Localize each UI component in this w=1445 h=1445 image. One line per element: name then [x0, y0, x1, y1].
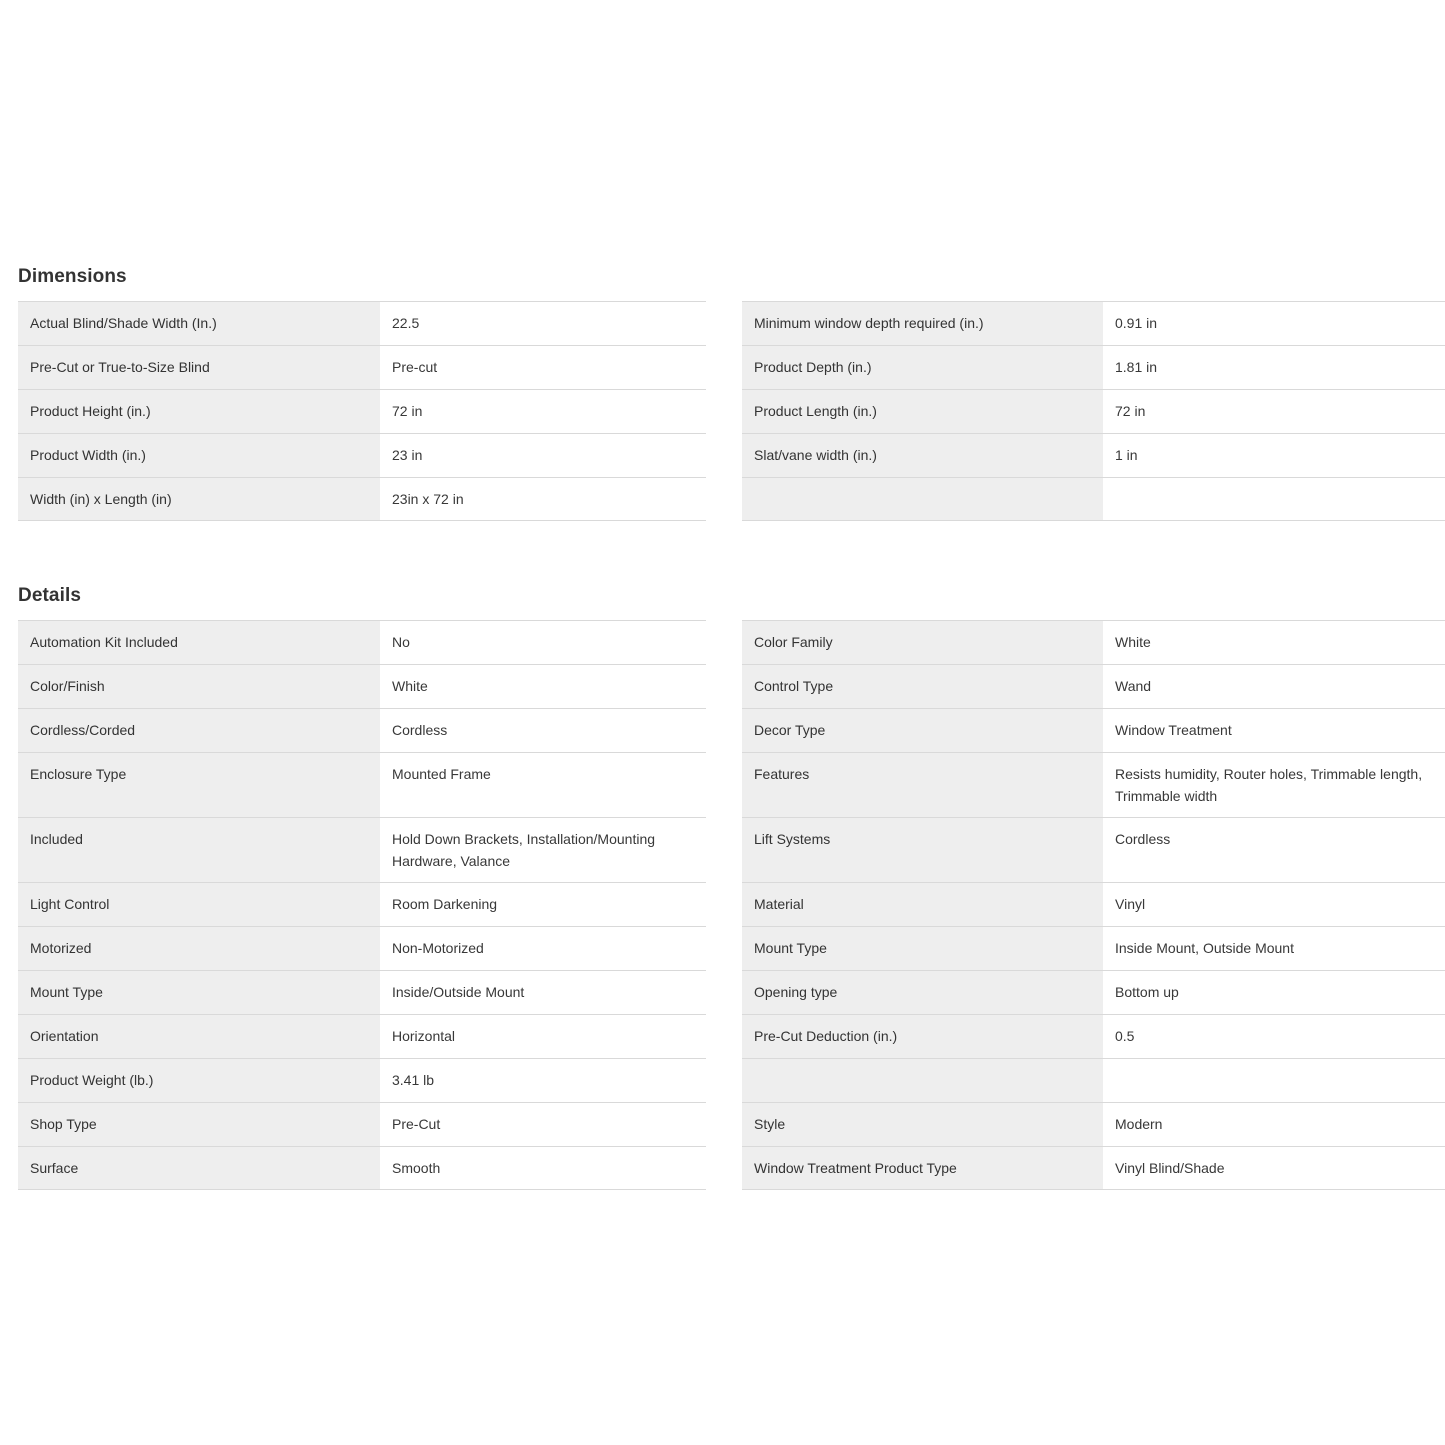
- spec-label-cell: Surface: [18, 1146, 380, 1190]
- spec-value-cell: 22.5: [380, 301, 706, 345]
- spec-label-cell: Cordless/Corded: [18, 708, 380, 752]
- spec-value-cell: 1 in: [1103, 433, 1445, 477]
- spec-label-cell: Product Depth (in.): [742, 345, 1103, 389]
- spec-label-cell: Color Family: [742, 620, 1103, 664]
- spec-label-cell: Opening type: [742, 970, 1103, 1014]
- spec-label-cell: Enclosure Type: [18, 752, 380, 817]
- column-gap: [706, 926, 742, 970]
- column-gap: [706, 664, 742, 708]
- spec-section-dimensions: [18, 266, 1445, 521]
- spec-row: [18, 926, 1445, 970]
- spec-row: [18, 433, 1445, 477]
- spec-table: [18, 620, 1445, 1190]
- spec-row: [18, 1102, 1445, 1146]
- column-gap: [706, 477, 742, 521]
- spec-label-cell: Actual Blind/Shade Width (In.): [18, 301, 380, 345]
- spec-value-cell: 0.5: [1103, 1014, 1445, 1058]
- spec-label-cell: [742, 1058, 1103, 1102]
- spec-label-cell: Mount Type: [18, 970, 380, 1014]
- spec-value-cell: Modern: [1103, 1102, 1445, 1146]
- column-gap: [706, 752, 742, 817]
- spec-label-cell: Product Length (in.): [742, 389, 1103, 433]
- spec-section-details: [18, 585, 1445, 1190]
- spec-label-cell: Included: [18, 817, 380, 882]
- spec-value-cell: 23 in: [380, 433, 706, 477]
- section-title: Details: [18, 585, 82, 606]
- spec-label-cell: Color/Finish: [18, 664, 380, 708]
- spec-value-cell: Vinyl: [1103, 882, 1445, 926]
- spec-label-cell: Control Type: [742, 664, 1103, 708]
- spec-label-cell: Material: [742, 882, 1103, 926]
- spec-value-cell: [1103, 1058, 1445, 1102]
- spec-row: [18, 970, 1445, 1014]
- spec-label-cell: Width (in) x Length (in): [18, 477, 380, 521]
- section-title: Dimensions: [18, 266, 127, 287]
- spec-row: [18, 817, 1445, 882]
- column-gap: [706, 345, 742, 389]
- spec-row: [18, 708, 1445, 752]
- spec-label-cell: Slat/vane width (in.): [742, 433, 1103, 477]
- spec-label-cell: Motorized: [18, 926, 380, 970]
- column-gap: [706, 1102, 742, 1146]
- column-gap: [706, 620, 742, 664]
- column-gap: [706, 817, 742, 882]
- spec-row: [18, 477, 1445, 521]
- spec-label-cell: Product Width (in.): [18, 433, 380, 477]
- spec-label-cell: Shop Type: [18, 1102, 380, 1146]
- spec-label-cell: Mount Type: [742, 926, 1103, 970]
- spec-label-cell: Product Weight (lb.): [18, 1058, 380, 1102]
- spec-row: [18, 1146, 1445, 1190]
- spec-value-cell: 72 in: [380, 389, 706, 433]
- spec-label-cell: [742, 477, 1103, 521]
- spec-row: [18, 301, 1445, 345]
- spec-value-cell: Cordless: [1103, 817, 1445, 882]
- spec-table: [18, 301, 1445, 521]
- spec-value-cell: Horizontal: [380, 1014, 706, 1058]
- spec-row: [18, 752, 1445, 817]
- spec-label-cell: Product Height (in.): [18, 389, 380, 433]
- spec-value-cell: [1103, 477, 1445, 521]
- spec-value-cell: Bottom up: [1103, 970, 1445, 1014]
- column-gap: [706, 882, 742, 926]
- spec-value-cell: Inside/Outside Mount: [380, 970, 706, 1014]
- spec-label-cell: Light Control: [18, 882, 380, 926]
- column-gap: [706, 1058, 742, 1102]
- spec-label-cell: Automation Kit Included: [18, 620, 380, 664]
- spec-value-cell: Hold Down Brackets, Installation/Mounting Hardware, Valance: [380, 817, 706, 882]
- spec-label-cell: Orientation: [18, 1014, 380, 1058]
- column-gap: [706, 301, 742, 345]
- spec-row: [18, 345, 1445, 389]
- spec-value-cell: Mounted Frame: [380, 752, 706, 817]
- spec-label-cell: Minimum window depth required (in.): [742, 301, 1103, 345]
- spec-value-cell: Pre-Cut: [380, 1102, 706, 1146]
- column-gap: [706, 1146, 742, 1190]
- spec-value-cell: Inside Mount, Outside Mount: [1103, 926, 1445, 970]
- spec-value-cell: 23in x 72 in: [380, 477, 706, 521]
- spec-value-cell: Window Treatment: [1103, 708, 1445, 752]
- spec-label-cell: Decor Type: [742, 708, 1103, 752]
- spec-value-cell: Smooth: [380, 1146, 706, 1190]
- spec-label-cell: Lift Systems: [742, 817, 1103, 882]
- spec-row: [18, 620, 1445, 664]
- column-gap: [706, 970, 742, 1014]
- spec-value-cell: No: [380, 620, 706, 664]
- spec-label-cell: Style: [742, 1102, 1103, 1146]
- column-gap: [706, 708, 742, 752]
- column-gap: [706, 433, 742, 477]
- spec-label-cell: Pre-Cut or True-to-Size Blind: [18, 345, 380, 389]
- spec-value-cell: Vinyl Blind/Shade: [1103, 1146, 1445, 1190]
- spec-row: [18, 664, 1445, 708]
- spec-label-cell: Pre-Cut Deduction (in.): [742, 1014, 1103, 1058]
- spec-value-cell: Non-Motorized: [380, 926, 706, 970]
- spec-row: [18, 1014, 1445, 1058]
- spec-value-cell: 0.91 in: [1103, 301, 1445, 345]
- spec-value-cell: 72 in: [1103, 389, 1445, 433]
- spec-value-cell: Wand: [1103, 664, 1445, 708]
- spec-value-cell: White: [380, 664, 706, 708]
- column-gap: [706, 389, 742, 433]
- column-gap: [706, 1014, 742, 1058]
- spec-row: [18, 389, 1445, 433]
- spec-value-cell: Cordless: [380, 708, 706, 752]
- spec-value-cell: Pre-cut: [380, 345, 706, 389]
- spec-label-cell: Window Treatment Product Type: [742, 1146, 1103, 1190]
- spec-value-cell: 3.41 lb: [380, 1058, 706, 1102]
- spec-label-cell: Features: [742, 752, 1103, 817]
- product-specifications: [18, 266, 1445, 1190]
- spec-value-cell: Resists humidity, Router holes, Trimmable length, Trimmable width: [1103, 752, 1445, 817]
- spec-row: [18, 882, 1445, 926]
- spec-value-cell: Room Darkening: [380, 882, 706, 926]
- spec-row: [18, 1058, 1445, 1102]
- spec-value-cell: White: [1103, 620, 1445, 664]
- spec-value-cell: 1.81 in: [1103, 345, 1445, 389]
